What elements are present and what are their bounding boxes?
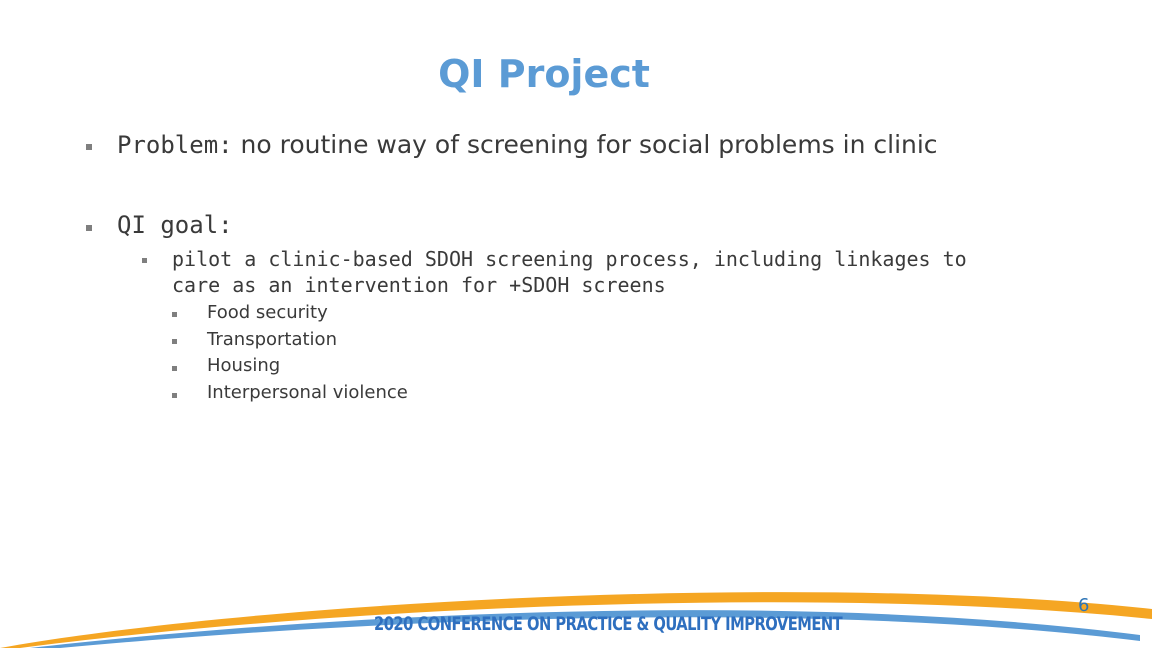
goal-label: QI goal: (117, 211, 233, 239)
footer-conference-title: 2020 CONFERENCE ON PRACTICE & QUALITY IMPROVEMENT (374, 613, 843, 635)
page-number: 6 (1078, 595, 1090, 616)
bullet-marker (172, 339, 177, 344)
slide-title: QI Project (438, 52, 650, 96)
footer-swoosh-graphic (0, 575, 1152, 648)
bullet-marker (142, 258, 147, 263)
bullet-marker (172, 366, 177, 371)
problem-label: Problem: (117, 131, 233, 159)
bullet-marker (172, 312, 177, 317)
list-item-housing: Housing (207, 355, 281, 376)
goal-subtext: pilot a clinic-based SDOH screening process, including linkages to care as an intervention for +SDOH screens (172, 247, 967, 297)
bullet-marker (86, 144, 92, 150)
list-item-interpersonal-violence: Interpersonal violence (207, 382, 408, 403)
problem-text: no routine way of screening for social problems in clinic (232, 130, 938, 159)
goal-line (117, 210, 233, 239)
bullet-marker (172, 393, 177, 398)
list-item-food-security: Food security (207, 302, 328, 323)
bullet-marker (86, 225, 92, 231)
list-item-transportation: Transportation (207, 329, 337, 350)
problem-line (117, 130, 938, 159)
